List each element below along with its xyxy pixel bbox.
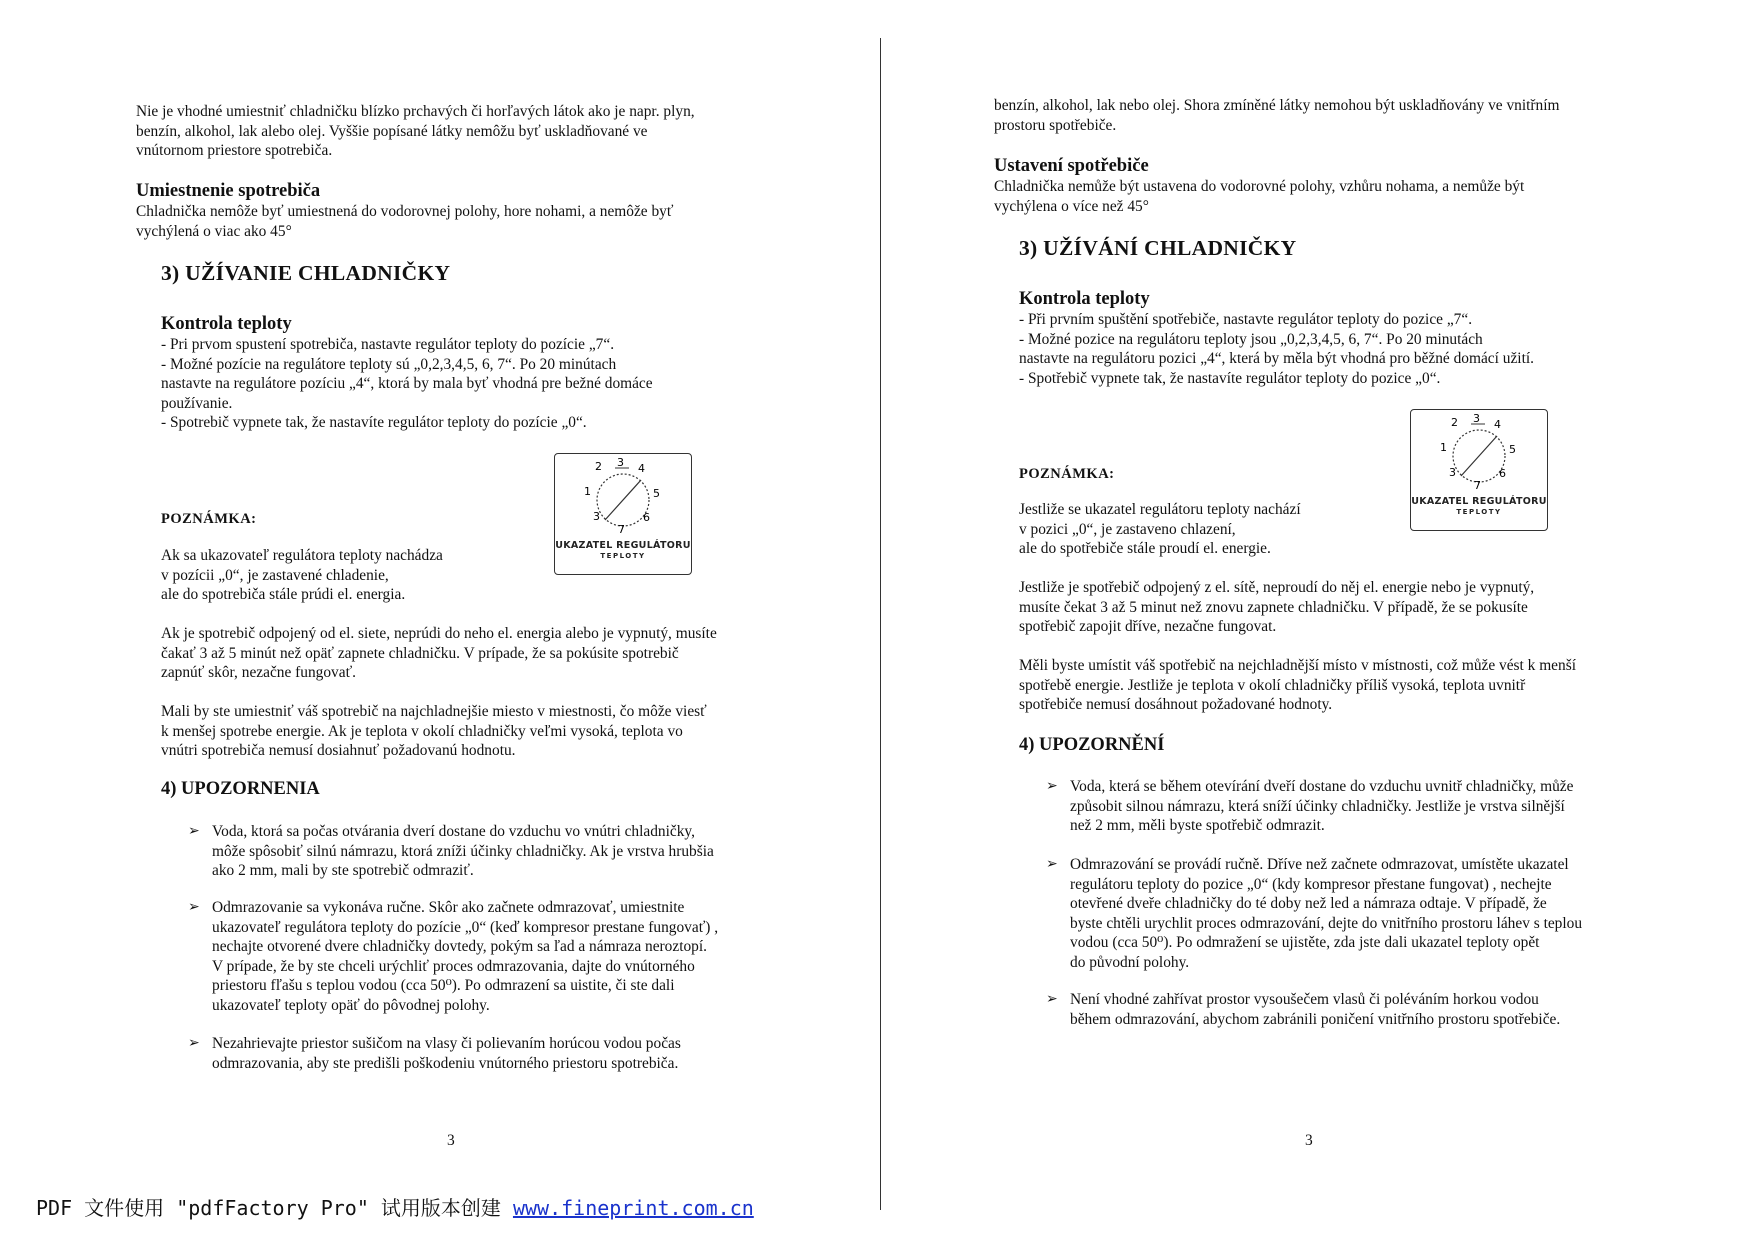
footer-link[interactable]: www.fineprint.com.cn: [512, 1196, 754, 1220]
arrow-bullet-icon: ➢: [1046, 991, 1058, 1007]
disconnect-paragraph: Jestliže je spotřebič odpojený z el. sítě, neproudí do něj el. energie nebo je vypnutý, musíte čekat 3 až 5 minut než znovu zapnete chladničku. V případě, že se pokusíte spotřebič zapojit dříve, nezačne fungovat.: [1019, 579, 1535, 635]
arrow-bullet-icon: ➢: [188, 823, 200, 839]
intro-paragraph: Nie je vhodné umiestniť chladničku blízko prchavých či horľavých látok ako je napr. plyn, benzín, alkohol, lak alebo olej. Vyššie popísané látky nemôžu byť uskladňované ve vnútornom priestore spotrebiča.: [136, 103, 695, 159]
placement-advice-paragraph: Měli byste umístit váš spotřebič na nejchladnější místo v místnosti, což může vést k menší spotřebě energie. Jestliže je teplota v okolí chladničky příliš vysoká, teplota uvnitř spotřebiče nemusí dosáhnout požadované hodnoty.: [1019, 657, 1576, 713]
dial-label: 7: [618, 523, 625, 536]
temp-control-title: Kontrola teploty: [1019, 289, 1150, 309]
main-heading: 3) UŽÍVÁNÍ CHLADNIČKY: [1019, 236, 1297, 260]
dial-label: 6: [1499, 467, 1506, 480]
warnings-heading: 4) UPOZORNENIA: [161, 779, 320, 799]
temp-control-list: - Při prvním spuštění spotřebiče, nastavte regulátor teploty do pozice „7“. - Možné pozice na regulátoru teploty jsou „0,2,3,4,5, 6, 7“. Po 20 minutách nastavte na regulátoru pozici „4“, která by měla být vhodná pro běžné domácí užití. - Spotřebič vypnete tak, že nastavíte regulátor teploty do pozice „0“.: [1019, 311, 1534, 387]
dial-label: 1: [584, 485, 591, 498]
warning-item: ➢ Odmrazovanie sa vykonáva ručne. Skôr ako začnete odmrazovať, umiestnite ukazovateľ regulátora teploty do pozície „0“ (keď kompresor prestane fungovať) , nechajte otvorené dvere chladničky dovtedy, pokým sa ľad a námraza neroztopí. V prípade, že by ste chceli urýchliť proces odmrazovania, dajte do vnútorného priestoru fľašu s teplou vodou (cca 50⁰). Po odmrazení sa uistite, či ste dali ukazovateľ teploty opäť do pôvodnej polohy.: [188, 899, 719, 1014]
placement-title: Umiestnenie spotrebiča: [136, 181, 321, 201]
disconnect-paragraph: Ak je spotrebič odpojený od el. siete, neprúdi do neho el. energia alebo je vypnutý, musíte čakať 3 až 5 minút než opäť zapnete chladničku. V prípade, že sa pokúsite spotrebič zapnúť skôr, nezačne fungovať.: [161, 625, 717, 681]
dial-caption: UKAZATEL REGULÁTORU: [1411, 496, 1547, 507]
dial-label: 7: [1474, 479, 1481, 492]
dial-label: 4: [638, 462, 645, 475]
placement-title: Ustavení spotřebiče: [994, 156, 1149, 176]
note-text: Ak sa ukazovateľ regulátora teploty nachádza v pozícii „0“, je zastavené chladenie, ale do spotrebiča stále prúdi el. energia.: [161, 547, 443, 603]
dial-label: 1: [1440, 441, 1447, 454]
arrow-bullet-icon: ➢: [1046, 778, 1058, 794]
warning-item: ➢ Není vhodné zahřívat prostor vysoušečem vlasů či poléváním horkou vodou během odmrazování, abychom zabránili poničení vnitřního prostoru spotřebiče.: [1046, 991, 1561, 1028]
dial-label: 6: [643, 511, 650, 524]
warning-item: ➢ Nezahrievajte priestor sušičom na vlasy či polievaním horúcou vodou počas odmrazovania, aby ste predišli poškodeniu vnútorného priestoru spotrebiča.: [188, 1035, 681, 1072]
thermostat-dial-diagram: [1410, 409, 1548, 531]
dial-label: 3: [1449, 466, 1456, 479]
dial-caption-sub: TEPLOTY: [1456, 508, 1502, 516]
footer-text: PDF 文件使用 "pdfFactory Pro" 试用版本创建: [36, 1196, 513, 1220]
dial-caption: UKAZATEL REGULÁTORU: [555, 540, 691, 551]
main-heading: 3) UŽÍVANIE CHLADNIČKY: [161, 261, 451, 285]
dial-caption-sub: TEPLOTY: [600, 552, 646, 560]
temp-control-list: - Pri prvom spustení spotrebiča, nastavte regulátor teploty do pozície „7“. - Možné pozície na regulátore teploty sú „0,2,3,4,5, 6, 7“. Po 20 minútach nastavte na regulátore pozíciu „4“, ktorá by mala byť vhodná pre bežné domáce používanie. - Spotrebič vypnete tak, že nastavíte regulátor teploty do pozície „0“.: [161, 336, 653, 431]
warning-item: ➢ Voda, která se během otevírání dveří dostane do vzduchu uvnitř chladničky, může způsobit silnou námrazu, která sníží účinky chladničky. Jestliže je vrstva silnější než 2 mm, měli byste spotřebič odmrazit.: [1046, 778, 1574, 834]
placement-text: Chladnička nemôže byť umiestnená do vodorovnej polohy, hore nohami, a nemôže byť vychýlená o viac ako 45°: [136, 203, 674, 240]
dial-label: 4: [1494, 418, 1501, 431]
dial-label: 5: [653, 487, 660, 500]
dial-label: 2: [1451, 416, 1458, 429]
warnings-heading: 4) UPOZORNĚNÍ: [1019, 735, 1165, 755]
temp-control-title: Kontrola teploty: [161, 314, 292, 334]
arrow-bullet-icon: ➢: [188, 899, 200, 915]
arrow-bullet-icon: ➢: [188, 1035, 200, 1051]
note-label: POZNÁMKA:: [1019, 466, 1115, 482]
note-label: POZNÁMKA:: [161, 511, 257, 527]
dial-label: 5: [1509, 443, 1516, 456]
dial-label: 2: [595, 460, 602, 473]
placement-advice-paragraph: Mali by ste umiestniť váš spotrebič na najchladnejšie miesto v miestnosti, čo môže viesť k menšej spotrebe energie. Ak je teplota v okolí chladničky veľmi vysoká, teplota vo vnútri spotrebiča nemusí dosiahnuť požadovanú hodnotu.: [161, 703, 707, 759]
page-number: 3: [447, 1132, 455, 1149]
page-number: 3: [1305, 1132, 1313, 1149]
dial-label: 3: [617, 456, 624, 469]
placement-text: Chladnička nemůže být ustavena do vodorovné polohy, vzhůru nohama, a nemůže být vychýlena o více než 45°: [994, 178, 1525, 215]
dial-label: 3: [1473, 412, 1480, 425]
right-page: [880, 0, 1752, 1240]
dial-label: 3: [593, 510, 600, 523]
warning-item: ➢ Voda, ktorá sa počas otvárania dverí dostane do vzduchu vo vnútri chladničky, môže spôsobiť silnú námrazu, ktorá zníži účinky chladničky. Ak je vrstva hrubšia ako 2 mm, mali by ste spotrebič odmraziť.: [188, 823, 714, 879]
thermostat-dial-diagram: [554, 453, 692, 575]
warning-item: ➢ Odmrazování se provádí ručně. Dříve než začnete odmrazovat, umístěte ukazatel regulátoru teploty do pozice „0“ (kdy kompresor přestane fungovat) , nechejte otevřené dveře chladničky do té doby než led a námraza odtaje. V případě, že byste chtěli urychlit proces odmrazování, dejte do vnitřního prostoru láhev s teplou vodou (cca 50⁰). Po odmražení se ujistěte, zda jste dali ukazatel teploty opět do původní polohy.: [1046, 856, 1583, 971]
note-text: Jestliže se ukazatel regulátoru teploty nachází v pozici „0“, je zastaveno chlazení, ale do spotřebiče stále proudí el. energie.: [1019, 501, 1301, 557]
intro-paragraph: benzín, alkohol, lak nebo olej. Shora zmíněné látky nemohou být uskladňovány ve vnitřním prostoru spotřebiče.: [994, 97, 1560, 134]
pdf-watermark-footer: [36, 1196, 754, 1220]
arrow-bullet-icon: ➢: [1046, 856, 1058, 872]
